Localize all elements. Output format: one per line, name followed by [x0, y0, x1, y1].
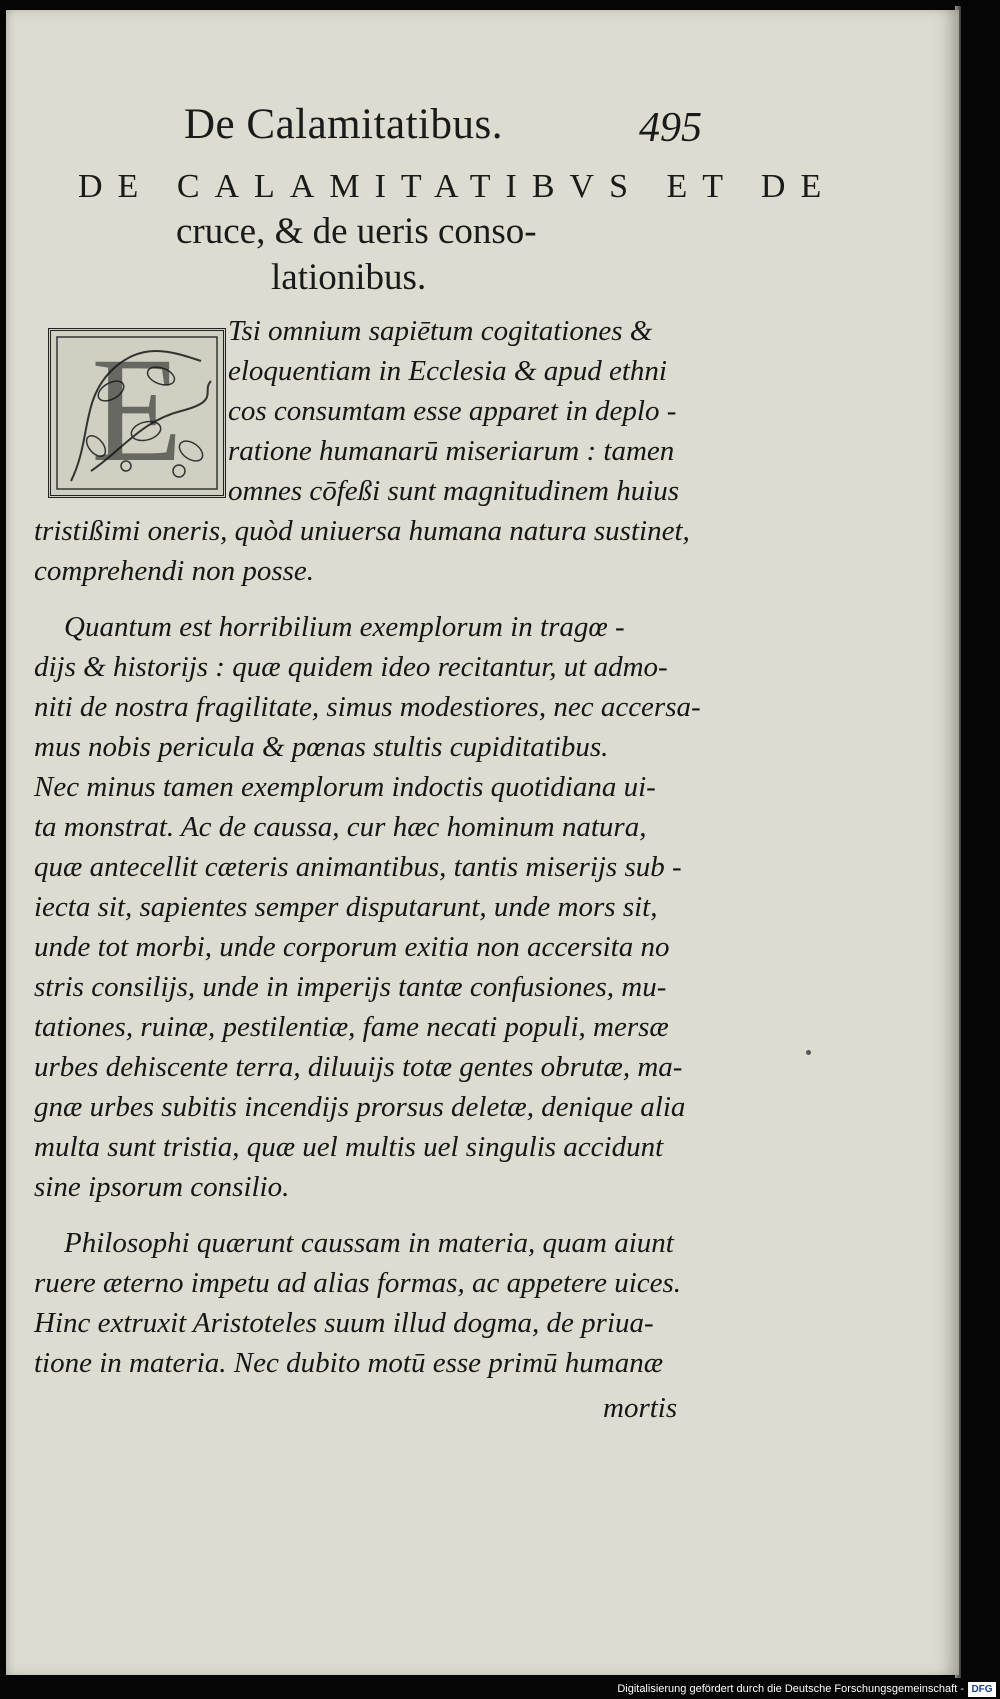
body-line: mus nobis pericula & pœnas stultis cupiditatibus.: [34, 731, 609, 763]
paper-speck: [806, 1050, 811, 1055]
chapter-title-line-2: cruce, & de ueris conso-: [176, 211, 537, 252]
body-line: tione in materia. Nec dubito motū esse primū humanæ: [34, 1347, 664, 1379]
body-line: tristißimi oneris, quòd uniuersa humana natura sustinet,: [34, 515, 690, 547]
body-line: niti de nostra fragilitate, simus modestiores, nec accersa-: [34, 691, 701, 723]
body-line: Quantum est horribilium exemplorum in tragœ -: [64, 611, 625, 643]
decorated-initial: [48, 328, 226, 498]
body-line: cos consumtam esse apparet in deplo -: [228, 395, 677, 427]
chapter-title-line-1: DE CALAMITATIBVS ET DE: [78, 168, 837, 205]
body-line: Hinc extruxit Aristoteles suum illud dogma, de priua-: [34, 1307, 654, 1339]
body-line: Philosophi quærunt caussam in materia, quam aiunt: [64, 1227, 674, 1259]
body-line: ruere æterno impetu ad alias formas, ac appetere uices.: [34, 1267, 682, 1299]
page-number: 495: [639, 105, 702, 151]
body-line: unde tot morbi, unde corporum exitia non accersita no: [34, 931, 670, 963]
body-line: quæ antecellit cæteris animantibus, tantis miserijs sub -: [34, 851, 682, 883]
body-line: sine ipsorum consilio.: [34, 1171, 290, 1203]
body-line: dijs & historijs : quæ quidem ideo recitantur, ut admo-: [34, 651, 668, 683]
catchword: mortis: [603, 1392, 678, 1424]
chapter-title-line-3: lationibus.: [271, 257, 427, 298]
body-line: tationes, ruinæ, pestilentiæ, fame necati populi, mersæ: [34, 1011, 669, 1043]
dfg-logo: DFG: [968, 1682, 996, 1697]
body-line: urbes dehiscente terra, diluuijs totæ gentes obrutæ, ma-: [34, 1051, 683, 1083]
body-line: omnes cōfeßi sunt magnitudinem huius: [228, 475, 680, 507]
book-page: [6, 10, 959, 1675]
running-head: De Calamitatibus.: [184, 101, 503, 148]
body-line: gnæ urbes subitis incendijs prorsus deletæ, denique alia: [34, 1091, 686, 1123]
body-line: Nec minus tamen exemplorum indoctis quotidiana ui-: [34, 771, 656, 803]
initial-letter: E: [91, 327, 183, 493]
body-line: eloquentiam in Ecclesia & apud ethni: [228, 355, 667, 387]
body-line: ratione humanarū miseriarum : tamen: [228, 435, 675, 467]
body-line: stris consilijs, unde in imperijs tantæ confusiones, mu-: [34, 971, 667, 1003]
body-line: comprehendi non posse.: [34, 555, 315, 587]
body-line: multa sunt tristia, quæ uel multis uel singulis accidunt: [34, 1131, 664, 1163]
digitization-credit: Digitalisierung gefördert durch die Deutsche Forschungsgemeinschaft -: [617, 1683, 964, 1695]
body-line: iecta sit, sapientes semper disputarunt, unde mors sit,: [34, 891, 658, 923]
body-line: Tsi omnium sapiētum cogitationes &: [228, 315, 653, 347]
body-line: ta monstrat. Ac de caussa, cur hæc hominum natura,: [34, 811, 647, 843]
